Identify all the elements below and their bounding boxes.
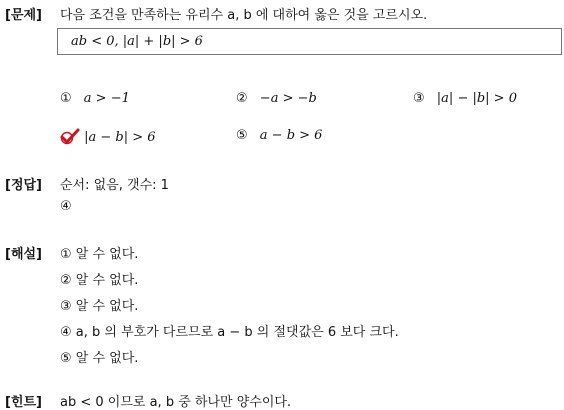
option-5[interactable] — [236, 128, 322, 143]
condition-box: ab < 0, |a| + |b| > 6 — [57, 28, 562, 55]
problem-label: [문제] — [5, 8, 42, 23]
explanation-line-3: ③ 알 수 없다. — [60, 299, 139, 314]
option-number: ③ — [413, 91, 425, 106]
option-expression: a > −1 — [83, 91, 130, 106]
explanation-line-2: ② 알 수 없다. — [60, 273, 139, 288]
explanation-label: [해설] — [5, 247, 42, 262]
option-expression: −a > −b — [259, 91, 317, 106]
answer-value: ④ — [60, 199, 72, 214]
option-expression: a − b > 6 — [259, 128, 323, 143]
option-4[interactable] — [60, 128, 156, 145]
answer-meta: 순서: 없음, 갯수: 1 — [60, 178, 169, 193]
explanation-line-1: ① 알 수 없다. — [60, 247, 139, 262]
option-number: ① — [60, 91, 72, 106]
option-1[interactable] — [60, 91, 130, 106]
option-number: ② — [236, 91, 248, 106]
hint-label: [힌트] — [5, 395, 42, 410]
answer-label: [정답] — [5, 178, 42, 193]
option-expression: |a − b| > 6 — [84, 130, 156, 145]
explanation-line-4: ④ a, b 의 부호가 다르므로 a − b 의 절댓값은 6 보다 크다. — [60, 325, 399, 340]
option-3[interactable] — [413, 91, 517, 106]
hint-text: ab < 0 이므로 a, b 중 하나만 양수이다. — [60, 395, 292, 410]
option-number: ⑤ — [236, 128, 248, 143]
explanation-line-5: ⑤ 알 수 없다. — [60, 351, 139, 366]
problem-question: 다음 조건을 만족하는 유리수 a, b 에 대하여 옳은 것을 고르시오. — [60, 8, 428, 23]
option-2[interactable] — [236, 91, 317, 106]
checkmark-icon — [60, 128, 78, 144]
option-expression: |a| − |b| > 0 — [436, 91, 517, 106]
